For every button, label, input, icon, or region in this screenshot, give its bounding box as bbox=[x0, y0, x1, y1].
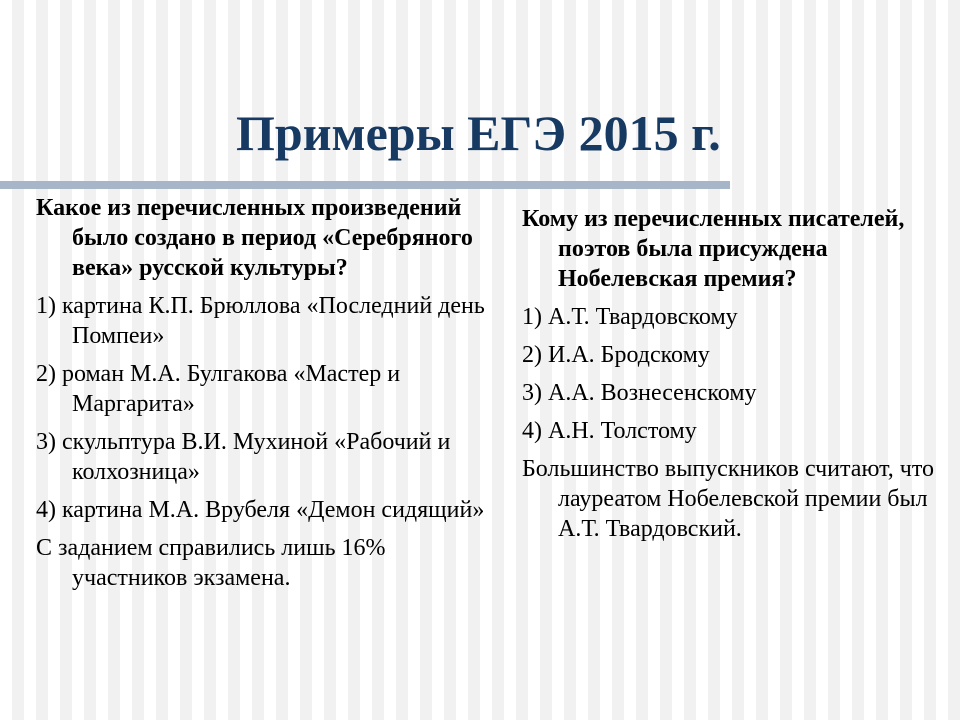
left-option-1: 1) картина К.П. Брюллова «Последний день Помпеи» bbox=[36, 293, 485, 349]
right-note: Большинство выпускников считают, что лауреатом Нобелевской премии был А.Т. Твардовский. bbox=[522, 456, 934, 542]
slide-title: Примеры ЕГЭ 2015 г. bbox=[236, 105, 721, 161]
left-option-3: 3) скульптура В.И. Мухиной «Рабочий и колхозница» bbox=[36, 429, 451, 485]
left-option-4: 4) картина М.А. Врубеля «Демон сидящий» bbox=[36, 497, 485, 523]
title-underline bbox=[0, 181, 730, 189]
right-option-1: 1) А.Т. Твардовскому bbox=[522, 304, 738, 330]
left-note: С заданием справились лишь 16% участников экзамена. bbox=[36, 535, 386, 591]
left-column bbox=[36, 193, 486, 601]
right-column bbox=[522, 204, 942, 552]
right-option-2: 2) И.А. Бродскому bbox=[522, 342, 710, 368]
right-option-4: 4) А.Н. Толстому bbox=[522, 418, 697, 444]
right-question: Кому из перечисленных писателей, поэтов была присуждена Нобелевская премия? bbox=[522, 206, 905, 292]
left-option-2: 2) роман М.А. Булгакова «Мастер и Маргарита» bbox=[36, 361, 401, 417]
right-option-3: 3) А.А. Вознесенскому bbox=[522, 380, 757, 406]
left-question: Какое из перечисленных произведений было создано в период «Серебряного века» русской культуры? bbox=[36, 195, 473, 281]
